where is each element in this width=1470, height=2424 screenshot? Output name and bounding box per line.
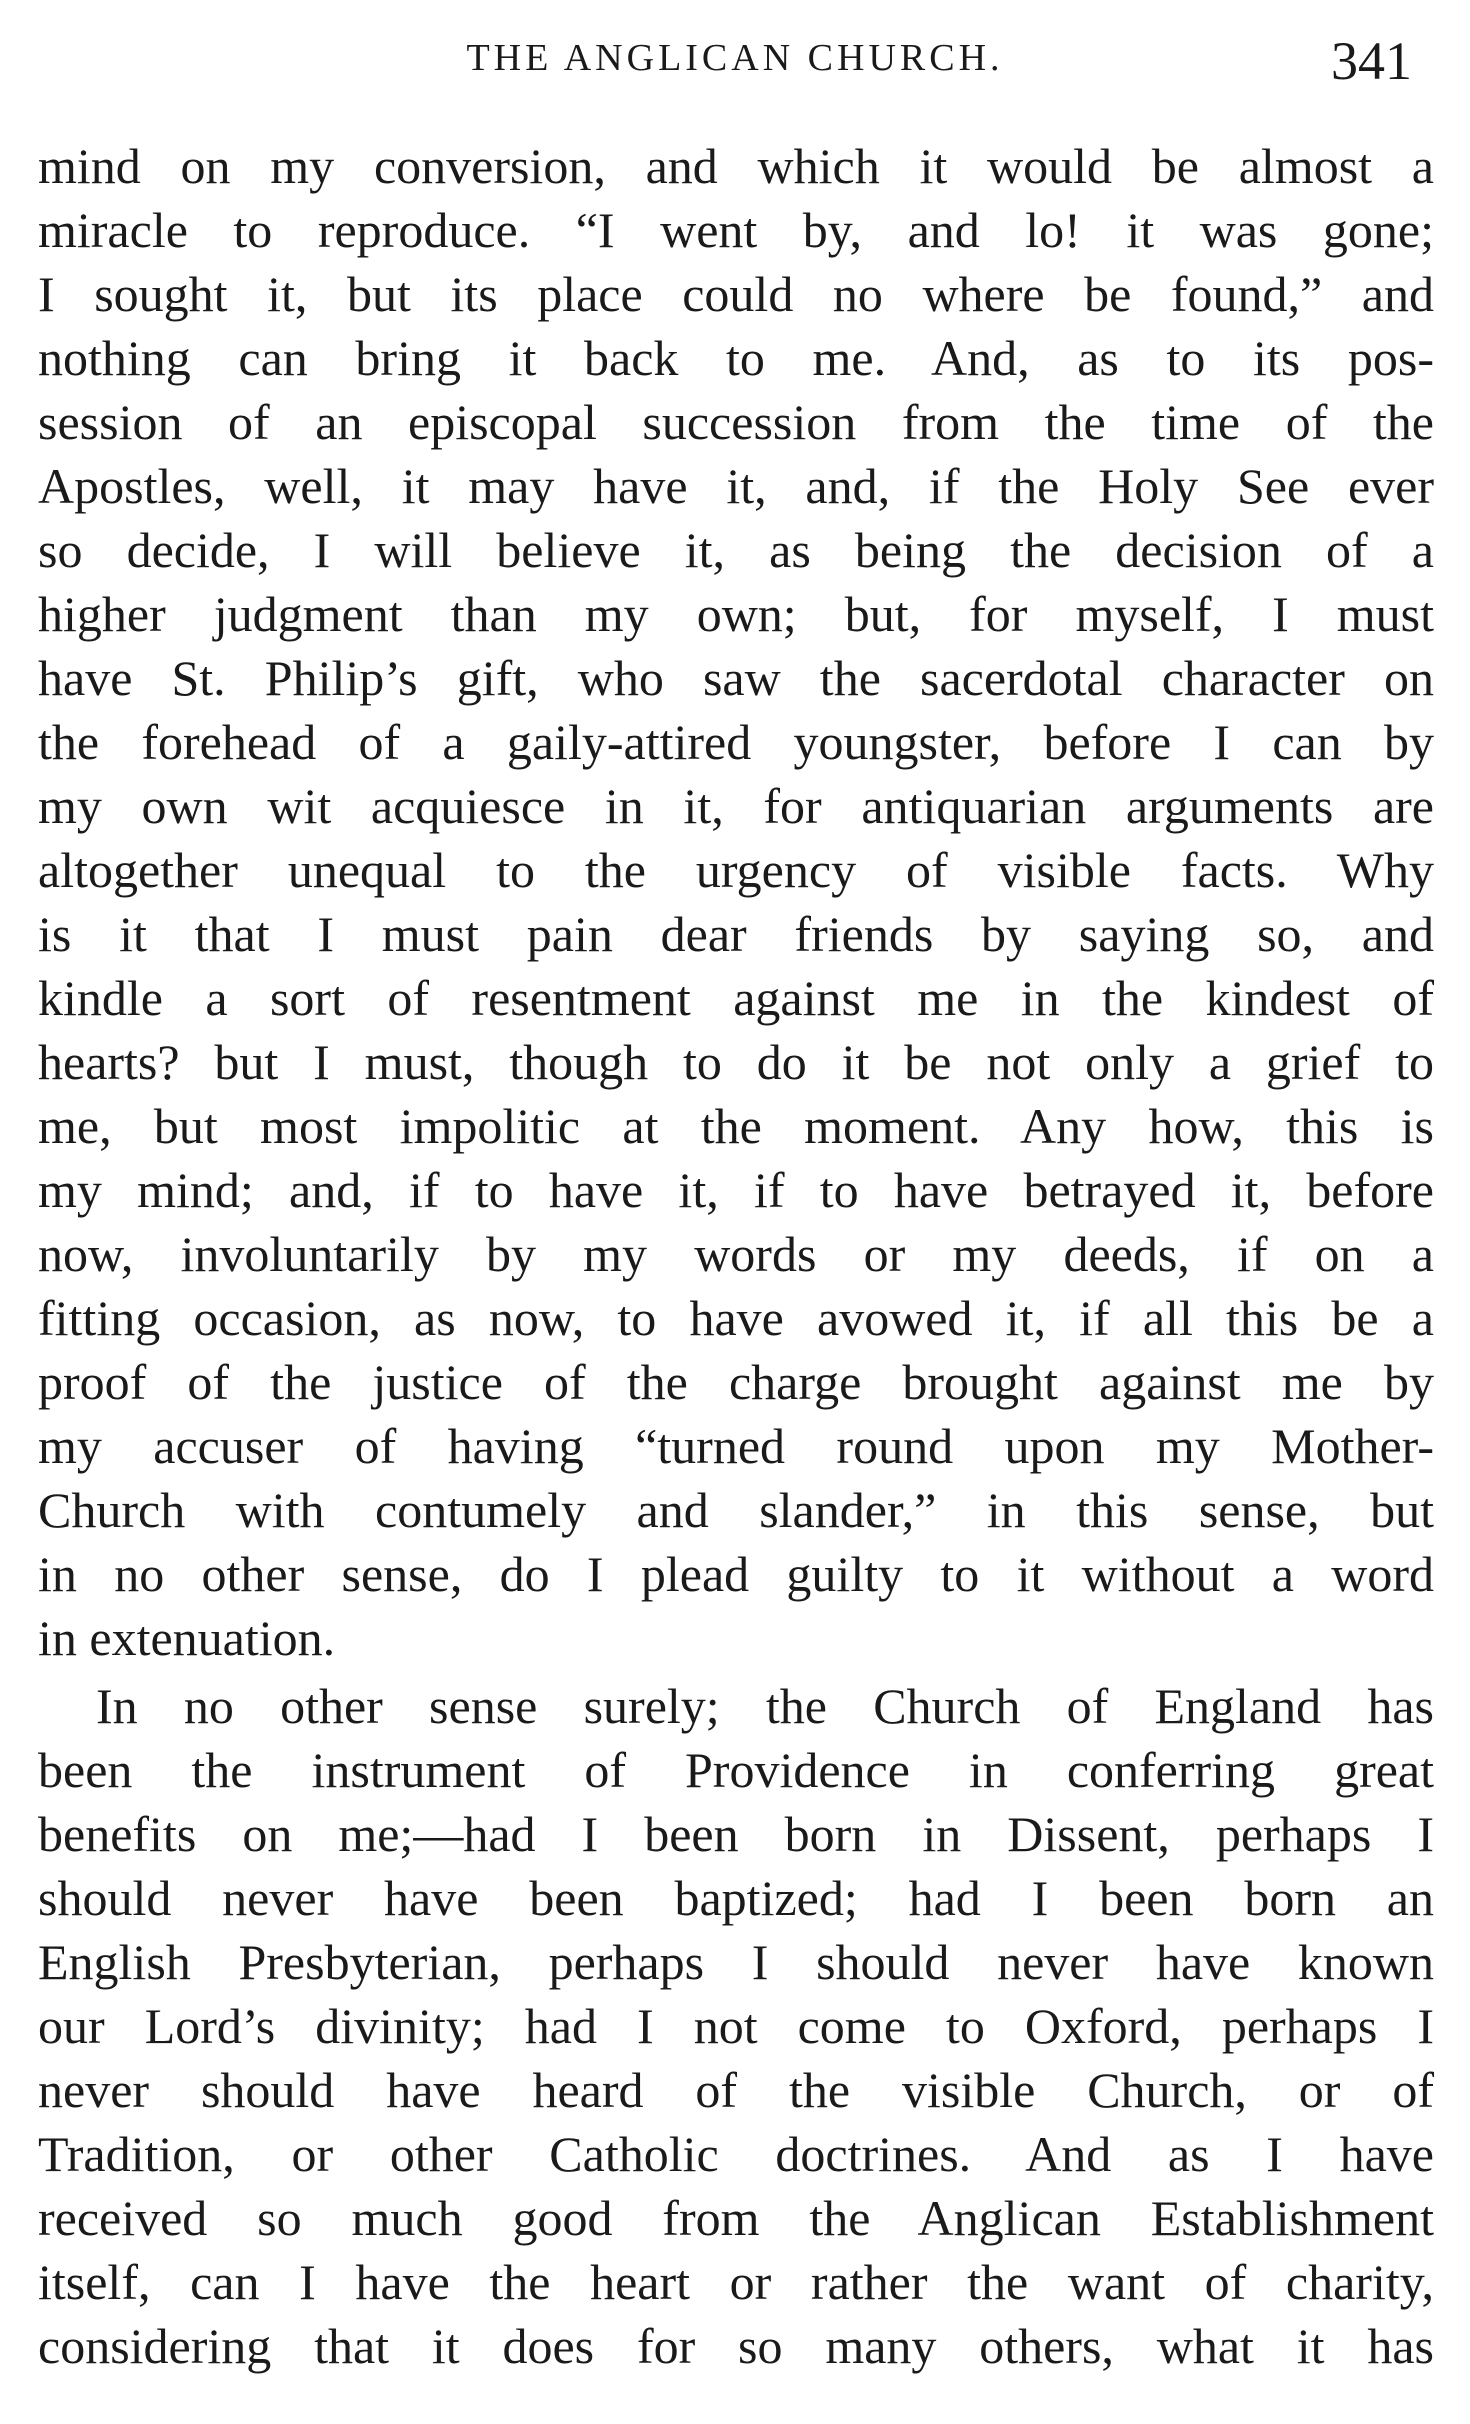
text-line: so decide, I will believe it, as being the decision of a xyxy=(38,522,1434,578)
text-line: In no other sense surely; the Church of England has xyxy=(96,1678,1434,1734)
text-line: considering that it does for so many others, what it has xyxy=(38,2318,1434,2374)
text-line: never should have heard of the visible Church, or of xyxy=(38,2062,1434,2118)
page-number: 341 xyxy=(1331,31,1412,91)
text-line: now, involuntarily by my words or my deeds, if on a xyxy=(38,1226,1434,1282)
running-title: THE ANGLICAN CHURCH. xyxy=(466,37,1004,79)
text-line: nothing can bring it back to me. And, as to its pos- xyxy=(38,330,1434,386)
text-line: fitting occasion, as now, to have avowed it, if all this be a xyxy=(38,1290,1434,1346)
text-line: I sought it, but its place could no where be found,” and xyxy=(38,266,1434,322)
text-line: my own wit acquiesce in it, for antiquarian arguments are xyxy=(38,778,1434,834)
text-line: the forehead of a gaily-attired youngster, before I can by xyxy=(38,714,1434,770)
text-line: Church with contumely and slander,” in this sense, but xyxy=(38,1482,1434,1538)
text-line: have St. Philip’s gift, who saw the sacerdotal character on xyxy=(38,650,1434,706)
text-line: should never have been baptized; had I been born an xyxy=(38,1870,1434,1926)
running-head xyxy=(40,30,1430,90)
text-line: altogether unequal to the urgency of visible facts. Why xyxy=(38,842,1434,898)
text-line: higher judgment than my own; but, for myself, I must xyxy=(38,586,1434,642)
text-line: my mind; and, if to have it, if to have betrayed it, before xyxy=(38,1162,1434,1218)
text-line: my accuser of having “turned round upon my Mother- xyxy=(38,1418,1434,1474)
text-line: session of an episcopal succession from the time of the xyxy=(38,394,1434,450)
text-line: been the instrument of Providence in conferring great xyxy=(38,1742,1434,1798)
text-line: proof of the justice of the charge brought against me by xyxy=(38,1354,1434,1410)
paragraph xyxy=(38,1674,1434,2378)
text-line: me, but most impolitic at the moment. Any how, this is xyxy=(38,1098,1434,1154)
text-line: our Lord’s divinity; had I not come to Oxford, perhaps I xyxy=(38,1998,1434,2054)
text-line: hearts? but I must, though to do it be not only a grief to xyxy=(38,1034,1434,1090)
text-line: in no other sense, do I plead guilty to it without a word xyxy=(38,1546,1434,1602)
text-line: English Presbyterian, perhaps I should never have known xyxy=(38,1934,1434,1990)
text-line: received so much good from the Anglican Establishment xyxy=(38,2190,1434,2246)
text-line: miracle to reproduce. “I went by, and lo! it was gone; xyxy=(38,202,1434,258)
text-line: mind on my conversion, and which it would be almost a xyxy=(38,138,1434,194)
text-line: Tradition, or other Catholic doctrines. And as I have xyxy=(38,2126,1434,2182)
text-line: Apostles, well, it may have it, and, if the Holy See ever xyxy=(38,458,1434,514)
text-line: is it that I must pain dear friends by saying so, and xyxy=(38,906,1434,962)
text-line: itself, can I have the heart or rather the want of charity, xyxy=(38,2254,1434,2310)
paragraph xyxy=(38,134,1434,1670)
body-text xyxy=(38,134,1434,2378)
text-line: in extenuation. xyxy=(38,1610,336,1666)
text-line: kindle a sort of resentment against me in the kindest of xyxy=(38,970,1434,1026)
text-line: benefits on me;—had I been born in Dissent, perhaps I xyxy=(38,1806,1434,1862)
